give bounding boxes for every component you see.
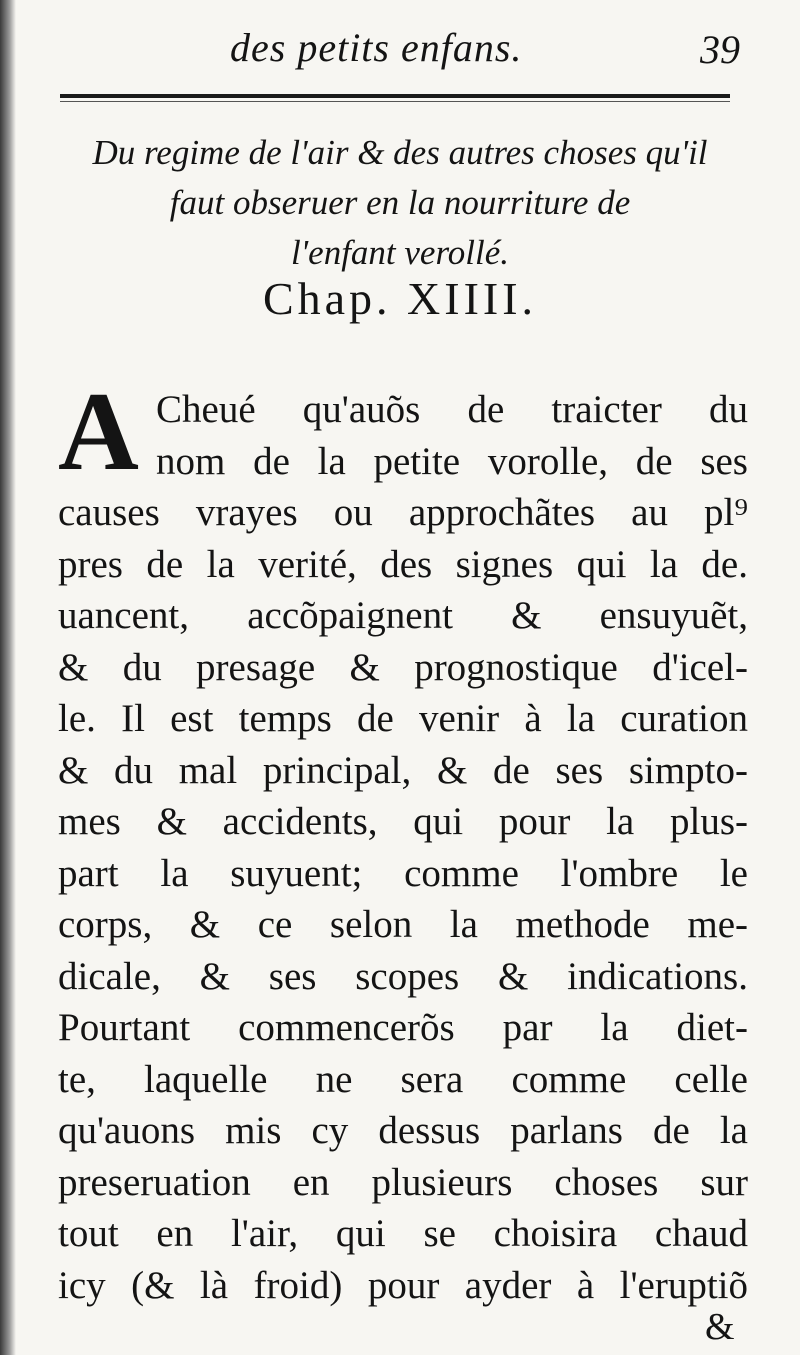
text-line: causes vrayes ou approchãtes au pl⁹ — [58, 491, 748, 534]
text-line: & du presage & prognostique d'icel- — [58, 645, 748, 689]
text-line: tout en l'air, qui se choisira chaud — [58, 1212, 748, 1255]
body-text — [58, 370, 748, 1311]
text-line: uancent, accõpaignent & ensuyuẽt, — [58, 594, 748, 637]
text-line: Cheué qu'auõs de traicter du — [156, 388, 748, 431]
catchword: & — [705, 1306, 735, 1348]
text-line: le. Il est temps de venir à la curation — [58, 697, 748, 740]
text-line: te, laquelle ne sera comme celle — [58, 1057, 748, 1101]
text-line: mes & accidents, qui pour la plus- — [58, 800, 748, 843]
text-line: pres de la verité, des signes qui la de. — [58, 542, 748, 586]
text-line: corps, & ce selon la methode me- — [58, 903, 748, 946]
chapter-number: Chap. XIIII. — [262, 273, 538, 324]
chapter-title-line: faut obseruer en la nourriture de — [169, 183, 631, 222]
running-title: des petits enfans. — [230, 25, 523, 70]
text-line: & du mal principal, & de ses simpto- — [58, 748, 748, 792]
header-rule — [60, 94, 730, 98]
page-gutter-shadow — [0, 0, 16, 1355]
text-line: part la suyuent; comme l'ombre le — [58, 851, 748, 895]
chapter-title-line: Du regime de l'air & des autres choses qu'il — [92, 133, 708, 172]
text-line: icy (& là froid) pour ayder à l'eruptiõ — [58, 1263, 748, 1307]
page-number: 39 — [700, 27, 740, 72]
running-head — [60, 18, 760, 78]
text-line: qu'auons mis cy dessus parlans de la — [58, 1109, 748, 1152]
text-line: dicale, & ses scopes & indications. — [58, 954, 748, 998]
text-line: Pourtant commencerõs par la diet- — [58, 1006, 748, 1049]
text-line: preseruation en plusieurs choses sur — [58, 1160, 748, 1204]
drop-cap: A — [58, 370, 139, 494]
chapter-title-line: l'enfant verollé. — [290, 233, 510, 272]
chapter-title — [50, 128, 750, 278]
text-line: nom de la petite vorolle, de ses — [156, 439, 748, 483]
